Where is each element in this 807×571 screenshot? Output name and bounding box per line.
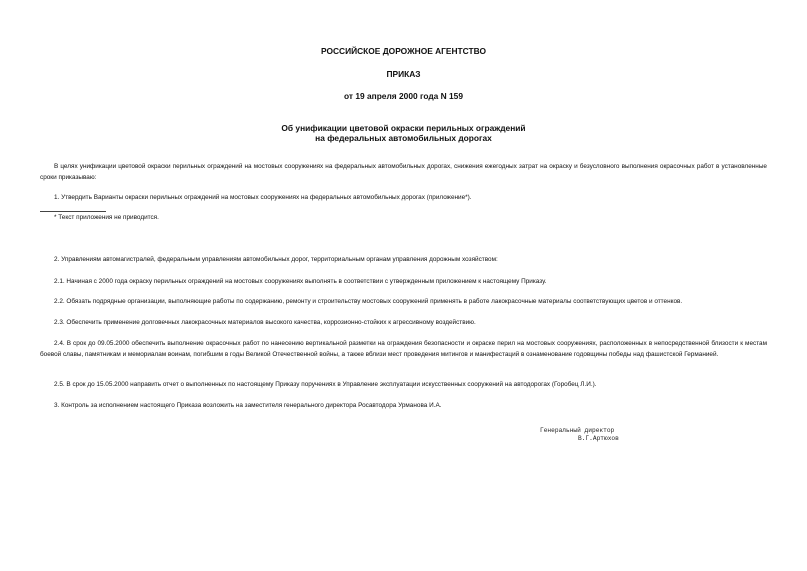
signatory-position: Генеральный директор (540, 427, 615, 434)
doc-type-heading: ПРИКАЗ (386, 69, 421, 79)
item-2-3-paragraph: 2.3. Обеспечить применение долговечных лакокрасочных материалов высокого качества, коррозионно-стойких к агрессивному воздействию. (54, 319, 476, 326)
preamble-paragraph: В целях унификации цветовой окраски перильных ограждений на мостовых сооружениях на федеральных автомобильных дорогах, снижения ежегодных затрат на окраску и безусловного выполнения окрасочных работ в установленные сроки приказываю: (40, 163, 767, 181)
signatory-name: В.Г.Артюхов (578, 435, 619, 442)
agency-heading: РОССИЙСКОЕ ДОРОЖНОЕ АГЕНТСТВО (321, 46, 486, 56)
footnote-text: * Текст приложения не приводится. (54, 214, 159, 221)
item-2-4-paragraph: 2.4. В срок до 09.05.2000 обеспечить выполнение окрасочных работ по нанесению вертикальной разметки на ограждения безопасности и окраске перил на мостовых сооружениях, расположенных в непосредственной близости к местам боевой славы, памятникам и мемориалам воинам, погибшим в годы Великой Отечественной войны, а также вблизи мест проведения митингов и манифестаций в ознаменование годовщины победы над фашистской Германией. (40, 340, 767, 358)
item-1-paragraph: 1. Утвердить Варианты окраски перильных ограждений на мостовых сооружениях на федеральных автомобильных дорогах (приложение*). (54, 194, 472, 201)
title-line-2: на федеральных автомобильных дорогах (315, 133, 492, 143)
item-2-paragraph: 2. Управлениям автомагистралей, федеральным управлениям автомобильных дорог, территориальным органам управления дорожным хозяйством: (54, 256, 498, 263)
date-number-heading: от 19 апреля 2000 года N 159 (344, 91, 463, 101)
item-2-1-paragraph: 2.1. Начиная с 2000 года окраску перильных ограждений на мостовых сооружениях выполнять в соответствии с утвержденным приложением к настоящему Приказу. (54, 278, 547, 285)
item-2-2-paragraph: 2.2. Обязать подрядные организации, выполняющие работы по содержанию, ремонту и строительству мостовых сооружений применять в работе лакокрасочные материалы соответствующих цветов и оттенков. (54, 298, 683, 305)
title-line-1: Об унификации цветовой окраски перильных ограждений (281, 123, 526, 133)
footnote-divider (40, 211, 106, 212)
item-3-paragraph: 3. Контроль за исполнением настоящего Приказа возложить на заместителя генерального директора Росавтодора Урманова И.А. (54, 402, 442, 409)
item-2-5-paragraph: 2.5. В срок до 15.05.2000 направить отчет о выполненных по настоящему Приказу поручениях в Управление эксплуатации искусственных сооружений на автодорогах (Горобец Л.И.). (54, 381, 597, 388)
